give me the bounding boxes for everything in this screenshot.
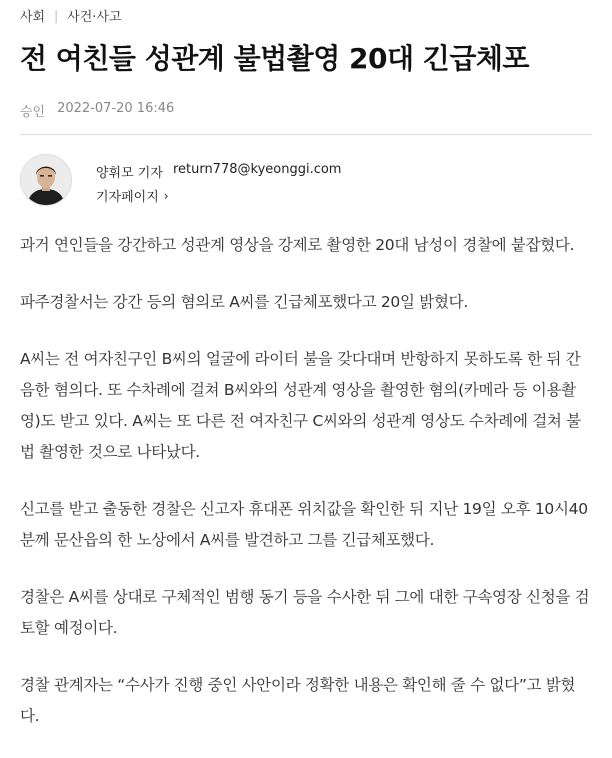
breadcrumb [20, 6, 122, 25]
reporter-photo [21, 155, 71, 205]
publish-date: 2022-07-20 16:46 [57, 101, 175, 116]
author-email[interactable]: return778@kyeonggi.com [172, 162, 342, 177]
article-title: 전 여친들 성관계 불법촬영 20대 긴급체포 [20, 42, 529, 75]
breadcrumb-subsection[interactable]: 사건·사고 [67, 10, 122, 25]
paragraph: 신고를 받고 출동한 경찰은 신고자 휴대폰 위치값을 확인한 뒤 지난 19일 오후 10시40분께 문산읍의 한 노상에서 A씨를 발견하고 그를 긴급체포했다. [20, 500, 588, 549]
article-meta [20, 101, 174, 120]
breadcrumb-separator: | [54, 8, 59, 23]
author-info [96, 154, 341, 206]
paragraph: 파주경찰서는 강간 등의 혐의로 A씨를 긴급체포했다고 20일 밝혔다. [20, 293, 468, 311]
author-box [20, 154, 341, 206]
header-divider [20, 134, 592, 135]
paragraph: 경찰은 A씨를 상대로 구체적인 범행 동기 등을 수사한 뒤 그에 대한 구속영장 신청을 검토할 예정이다. [20, 588, 590, 637]
reporter-page-link[interactable] [96, 186, 341, 205]
breadcrumb-section[interactable]: 사회 [20, 10, 46, 25]
avatar[interactable] [20, 154, 72, 206]
paragraph: A씨는 전 여자친구인 B씨의 얼굴에 라이터 불을 갖다대며 반항하지 못하도록 한 뒤 간음한 혐의다. 또 수차례에 걸쳐 B씨와의 성관계 영상을 촬영한 혐의(카메라 등 이용촬영)도 받고 있다. A씨는 또 다른 전 여자친구 C씨와의 성관계 영상도 수차례에 걸쳐 불법 촬영한 것으로 나타났다. [20, 350, 581, 461]
chevron-right-icon: › [163, 188, 169, 203]
reporter-page-label: 기자페이지 [96, 190, 159, 205]
approval-status: 승인 [20, 105, 46, 120]
paragraph: 경찰 관계자는 “수사가 진행 중인 사안이라 정확한 내용은 확인해 줄 수 없다”고 밝혔다. [20, 676, 576, 725]
article-body [20, 230, 594, 758]
author-name: 양휘모 기자 [96, 166, 163, 181]
paragraph: 과거 연인들을 강간하고 성관계 영상을 강제로 촬영한 20대 남성이 경찰에 붙잡혔다. [20, 236, 575, 254]
author-line [96, 162, 341, 181]
